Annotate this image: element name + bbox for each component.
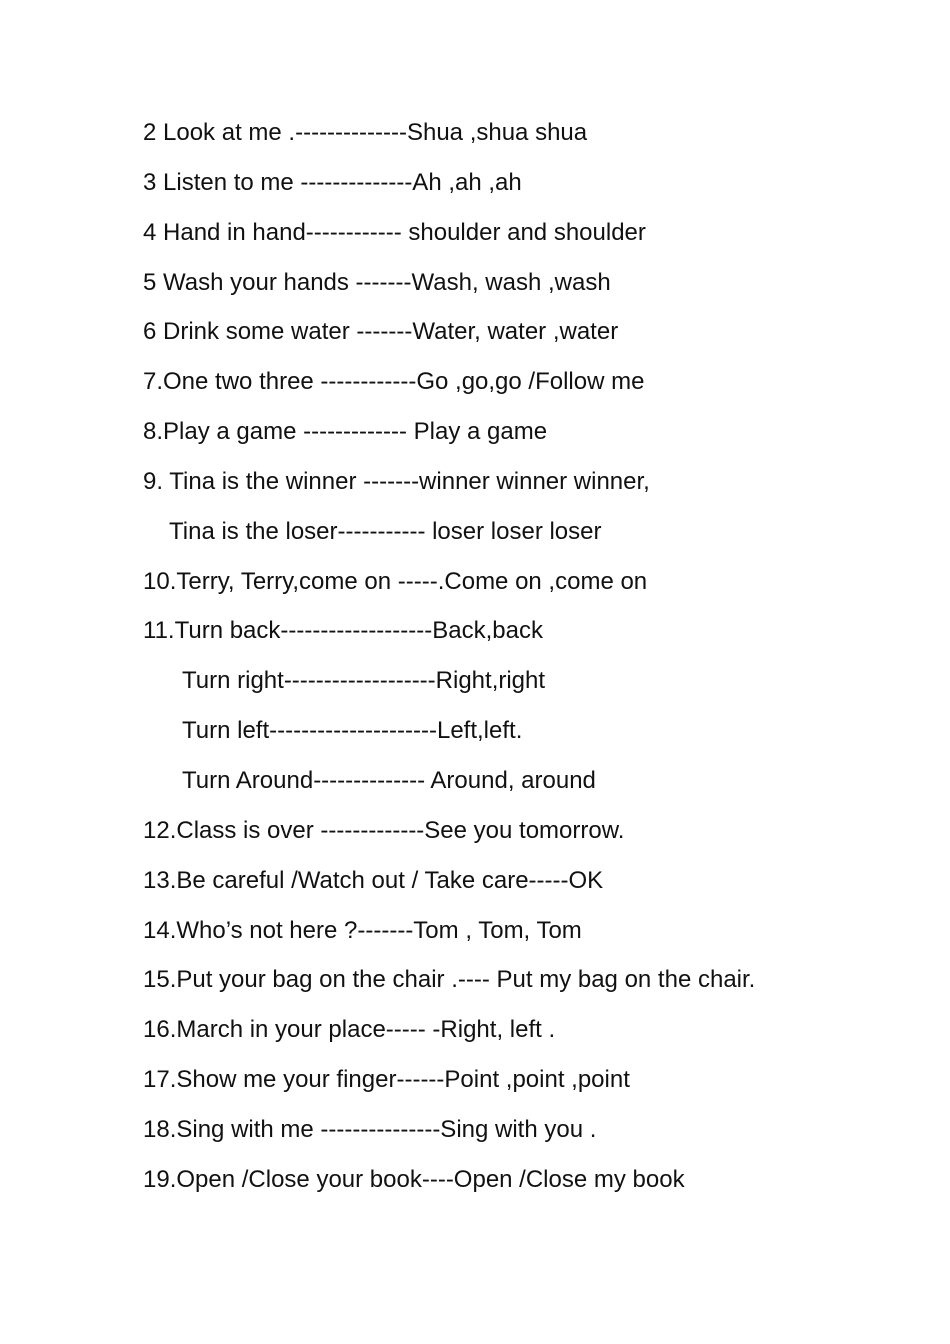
phrase-continuation-line: Turn left---------------------Left,left. xyxy=(182,717,523,745)
phrase-line: 11.Turn back-------------------Back,back xyxy=(143,617,543,645)
phrase-line: 18.Sing with me ---------------Sing with you . xyxy=(143,1115,597,1143)
phrase-line: 19.Open /Close your book----Open /Close my book xyxy=(143,1165,685,1193)
phrase-line: 2 Look at me .--------------Shua ,shua shua xyxy=(143,119,588,146)
classroom-phrase-list xyxy=(143,116,923,1213)
phrase-line: 16.March in your place----- -Right, left . xyxy=(143,1016,556,1044)
phrase-line: 12.Class is over -------------See you tomorrow. xyxy=(143,816,625,844)
phrase-line: 15.Put your bag on the chair .---- Put my bag on the chair. xyxy=(143,966,756,994)
phrase-line: 10.Terry, Terry,come on -----.Come on ,come on xyxy=(143,567,648,595)
phrase-line: 8.Play a game ------------- Play a game xyxy=(143,418,548,446)
phrase-continuation-line: Turn Around-------------- Around, around xyxy=(182,766,596,794)
phrase-line: 5 Wash your hands -------Wash, wash ,wash xyxy=(143,268,611,296)
phrase-line: 6 Drink some water -------Water, water ,water xyxy=(143,318,619,346)
phrase-line: 17.Show me your finger------Point ,point ,point xyxy=(143,1066,630,1094)
phrase-line: 7.One two three ------------Go ,go,go /Follow me xyxy=(143,368,645,396)
phrase-line: 14.Who’s not here ?-------Tom , Tom, Tom xyxy=(143,916,582,944)
phrase-line: 13.Be careful /Watch out / Take care-----OK xyxy=(143,866,604,894)
phrase-line: 9. Tina is the winner -------winner winner winner, xyxy=(143,467,650,495)
phrase-continuation-line: Tina is the loser----------- loser loser loser xyxy=(169,517,602,545)
phrase-continuation-line: Turn right-------------------Right,right xyxy=(182,667,546,695)
phrase-line: 3 Listen to me --------------Ah ,ah ,ah xyxy=(143,168,522,196)
phrase-line: 4 Hand in hand------------ shoulder and shoulder xyxy=(143,218,646,246)
